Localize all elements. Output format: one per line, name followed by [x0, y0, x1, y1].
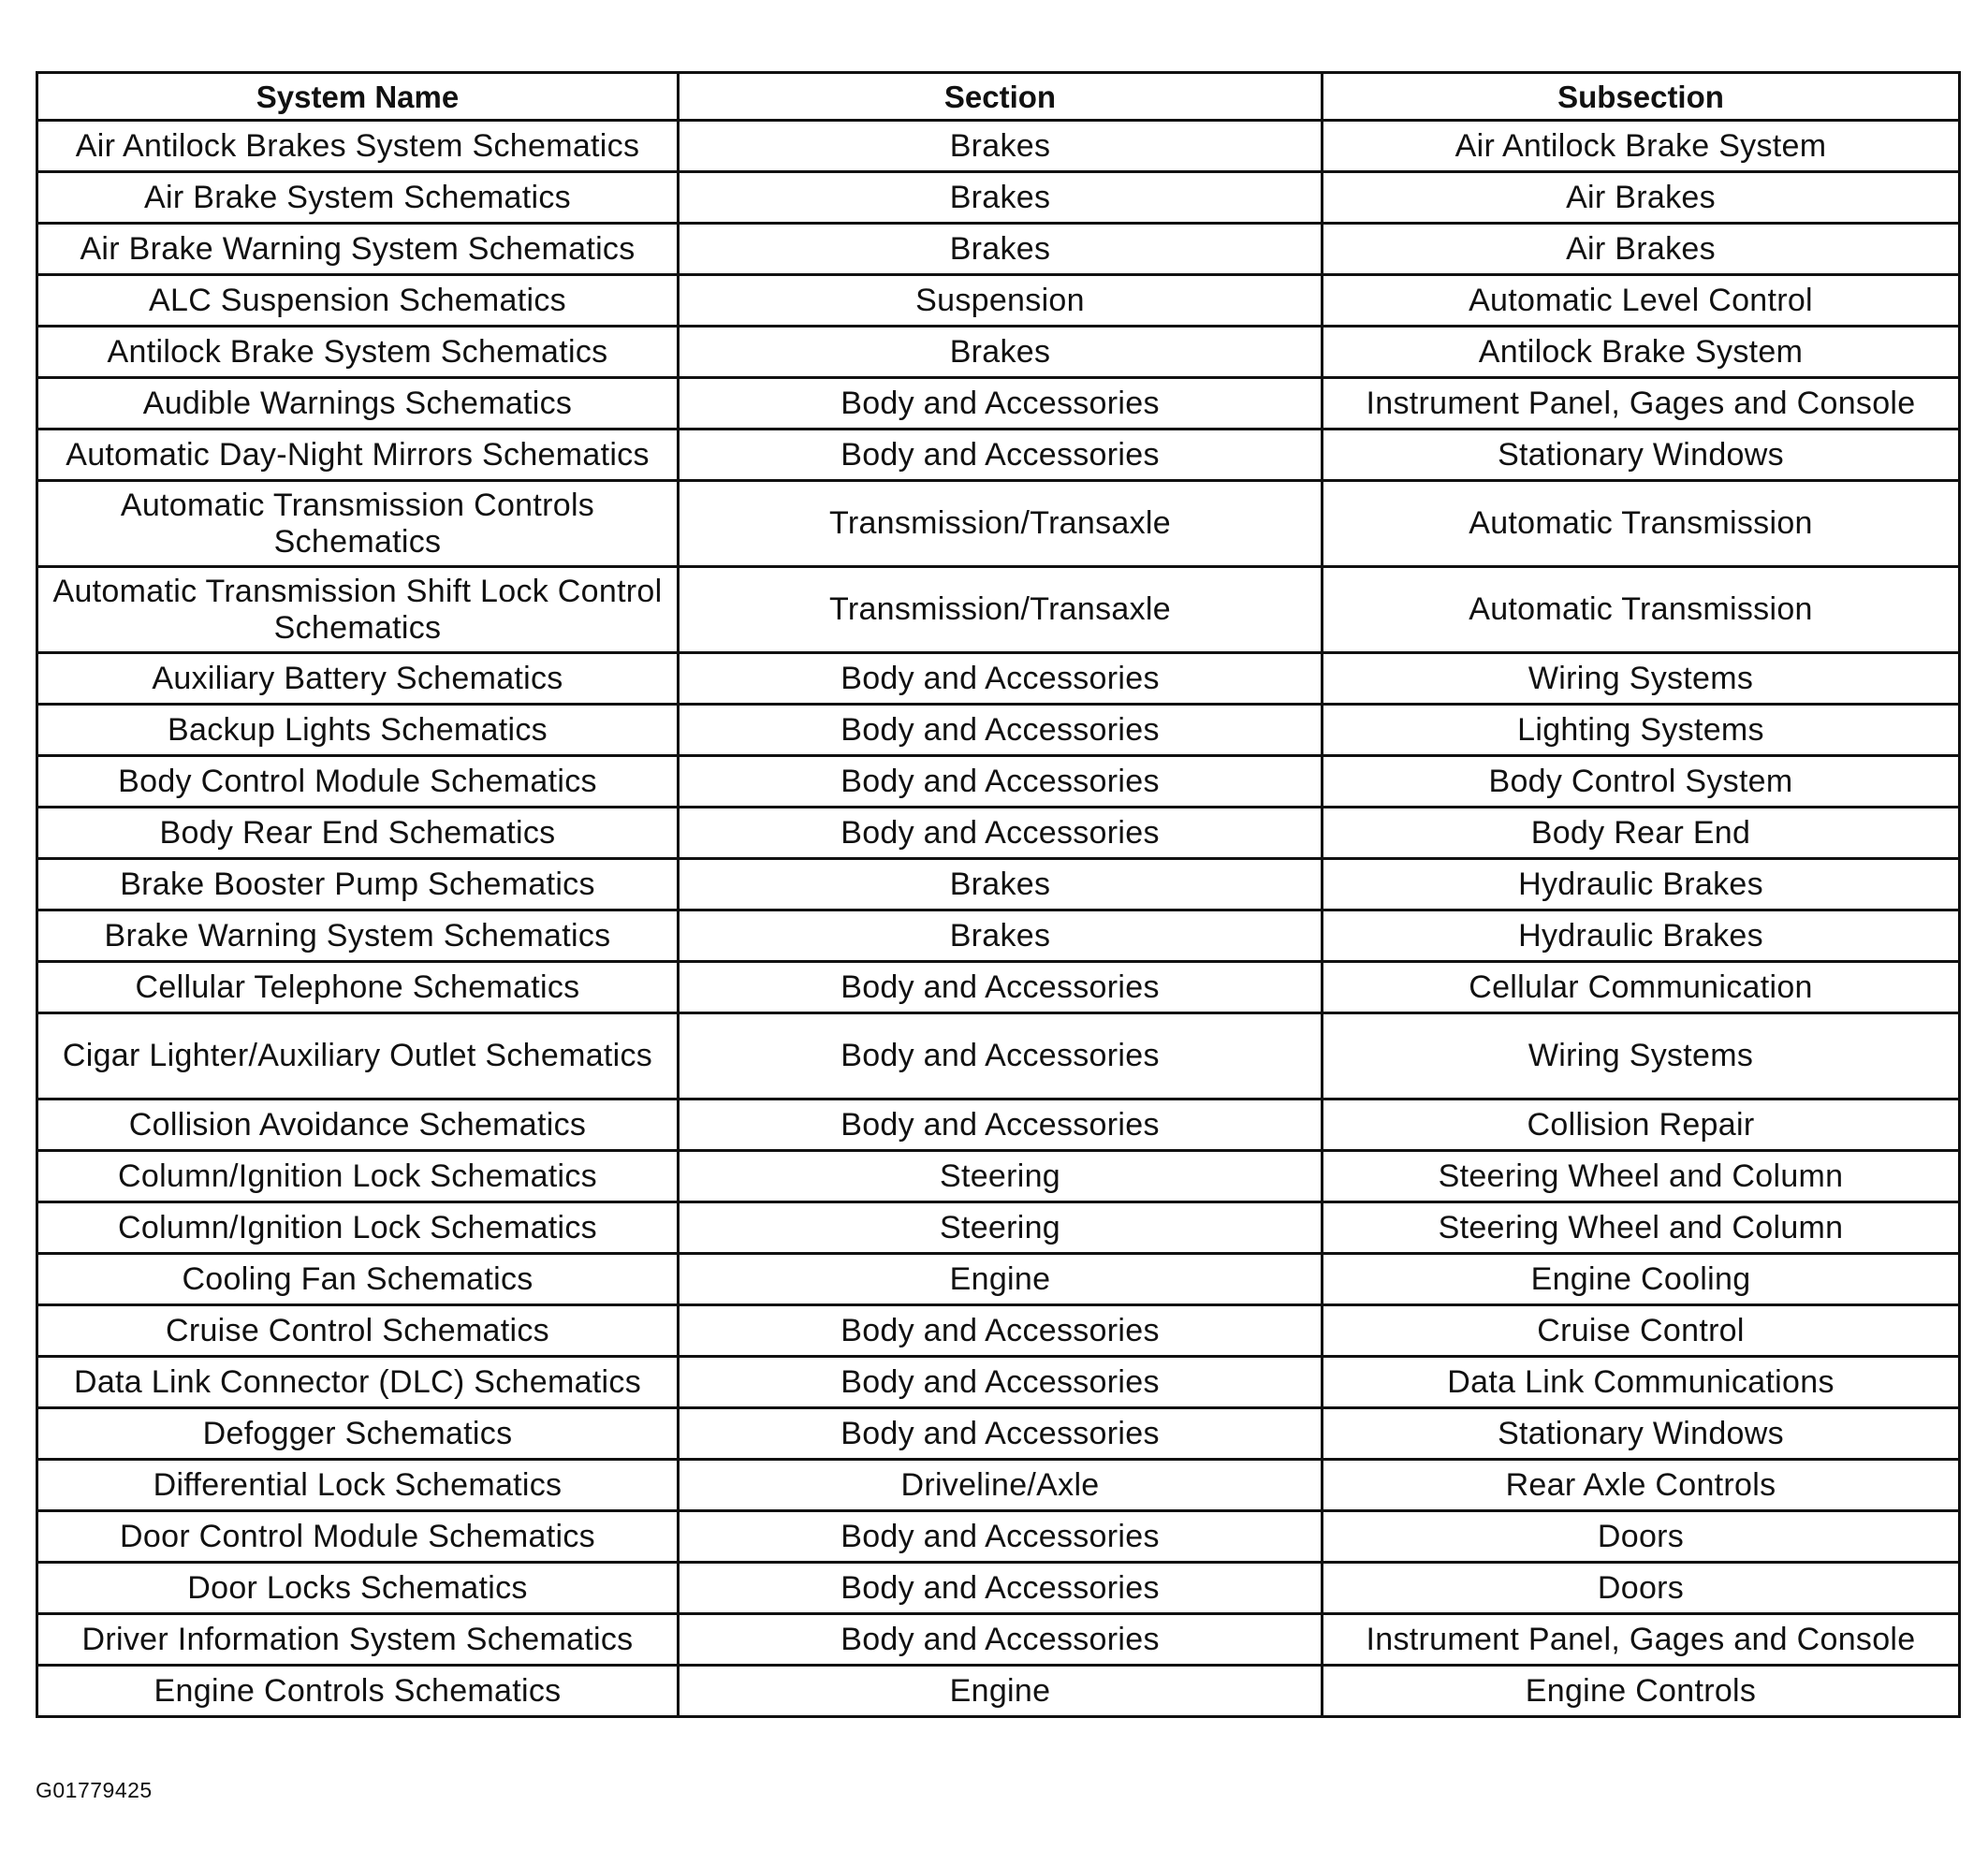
section-cell: Brakes — [679, 859, 1323, 910]
section-cell: Body and Accessories — [679, 1408, 1323, 1460]
section-cell: Brakes — [679, 327, 1323, 378]
system-name-cell: Data Link Connector (DLC) Schematics — [37, 1357, 679, 1408]
system-name-cell: Body Rear End Schematics — [37, 808, 679, 859]
subsection-cell: Data Link Communications — [1323, 1357, 1960, 1408]
subsection-cell: Stationary Windows — [1323, 430, 1960, 481]
table-row — [37, 567, 1960, 653]
system-name-cell: Differential Lock Schematics — [37, 1460, 679, 1511]
section-cell: Transmission/Transaxle — [679, 481, 1323, 567]
subsection-cell: Doors — [1323, 1511, 1960, 1563]
column-header-system-name: System Name — [37, 73, 679, 121]
subsection-cell: Automatic Level Control — [1323, 275, 1960, 327]
system-name-cell: Automatic Transmission Controls Schematics — [37, 481, 679, 567]
section-cell: Body and Accessories — [679, 808, 1323, 859]
subsection-cell: Hydraulic Brakes — [1323, 910, 1960, 962]
subsection-cell: Stationary Windows — [1323, 1408, 1960, 1460]
table-row — [37, 910, 1960, 962]
table-row — [37, 1614, 1960, 1666]
table-row — [37, 859, 1960, 910]
section-cell: Suspension — [679, 275, 1323, 327]
subsection-cell: Instrument Panel, Gages and Console — [1323, 378, 1960, 430]
table-row — [37, 121, 1960, 172]
system-name-cell: Antilock Brake System Schematics — [37, 327, 679, 378]
table-row — [37, 1666, 1960, 1717]
system-name-cell: Driver Information System Schematics — [37, 1614, 679, 1666]
subsection-cell: Wiring Systems — [1323, 1013, 1960, 1099]
system-name-cell: Brake Booster Pump Schematics — [37, 859, 679, 910]
table-row — [37, 1305, 1960, 1357]
section-cell: Body and Accessories — [679, 705, 1323, 756]
system-name-cell: Automatic Day-Night Mirrors Schematics — [37, 430, 679, 481]
system-name-cell: Cigar Lighter/Auxiliary Outlet Schematics — [37, 1013, 679, 1099]
subsection-cell: Engine Cooling — [1323, 1254, 1960, 1305]
subsection-cell: Cellular Communication — [1323, 962, 1960, 1013]
table-row — [37, 224, 1960, 275]
column-header-section: Section — [679, 73, 1323, 121]
section-cell: Body and Accessories — [679, 1099, 1323, 1151]
system-name-cell: Air Brake System Schematics — [37, 172, 679, 224]
section-cell: Steering — [679, 1202, 1323, 1254]
subsection-cell: Hydraulic Brakes — [1323, 859, 1960, 910]
section-cell: Brakes — [679, 224, 1323, 275]
figure-code: G01779425 — [36, 1778, 153, 1802]
table-row — [37, 1408, 1960, 1460]
system-name-cell: Engine Controls Schematics — [37, 1666, 679, 1717]
section-cell: Body and Accessories — [679, 962, 1323, 1013]
table-row — [37, 275, 1960, 327]
subsection-cell: Air Brakes — [1323, 224, 1960, 275]
system-name-cell: Column/Ignition Lock Schematics — [37, 1202, 679, 1254]
table-row — [37, 481, 1960, 567]
system-name-cell: Brake Warning System Schematics — [37, 910, 679, 962]
section-cell: Body and Accessories — [679, 1305, 1323, 1357]
system-name-cell: Cellular Telephone Schematics — [37, 962, 679, 1013]
system-name-cell: Backup Lights Schematics — [37, 705, 679, 756]
subsection-cell: Automatic Transmission — [1323, 567, 1960, 653]
system-name-cell: Door Control Module Schematics — [37, 1511, 679, 1563]
table-row — [37, 1563, 1960, 1614]
table-header-row — [37, 73, 1960, 121]
table-row — [37, 1013, 1960, 1099]
section-cell: Body and Accessories — [679, 1357, 1323, 1408]
table-row — [37, 1357, 1960, 1408]
subsection-cell: Rear Axle Controls — [1323, 1460, 1960, 1511]
schematics-table — [36, 71, 1961, 1718]
system-name-cell: Auxiliary Battery Schematics — [37, 653, 679, 705]
table-row — [37, 756, 1960, 808]
table-row — [37, 430, 1960, 481]
subsection-cell: Wiring Systems — [1323, 653, 1960, 705]
subsection-cell: Cruise Control — [1323, 1305, 1960, 1357]
schematics-table-container — [36, 71, 1958, 1718]
subsection-cell: Body Control System — [1323, 756, 1960, 808]
section-cell: Body and Accessories — [679, 378, 1323, 430]
subsection-cell: Instrument Panel, Gages and Console — [1323, 1614, 1960, 1666]
section-cell: Driveline/Axle — [679, 1460, 1323, 1511]
section-cell: Brakes — [679, 172, 1323, 224]
system-name-cell: ALC Suspension Schematics — [37, 275, 679, 327]
section-cell: Body and Accessories — [679, 1614, 1323, 1666]
subsection-cell: Lighting Systems — [1323, 705, 1960, 756]
system-name-cell: Column/Ignition Lock Schematics — [37, 1151, 679, 1202]
subsection-cell: Antilock Brake System — [1323, 327, 1960, 378]
table-row — [37, 327, 1960, 378]
section-cell: Body and Accessories — [679, 653, 1323, 705]
subsection-cell: Collision Repair — [1323, 1099, 1960, 1151]
subsection-cell: Steering Wheel and Column — [1323, 1151, 1960, 1202]
section-cell: Brakes — [679, 121, 1323, 172]
section-cell: Body and Accessories — [679, 756, 1323, 808]
table-row — [37, 1460, 1960, 1511]
system-name-cell: Automatic Transmission Shift Lock Control Schematics — [37, 567, 679, 653]
system-name-cell: Collision Avoidance Schematics — [37, 1099, 679, 1151]
table-row — [37, 1511, 1960, 1563]
section-cell: Steering — [679, 1151, 1323, 1202]
table-body — [37, 121, 1960, 1717]
section-cell: Engine — [679, 1666, 1323, 1717]
system-name-cell: Body Control Module Schematics — [37, 756, 679, 808]
table-row — [37, 172, 1960, 224]
table-row — [37, 705, 1960, 756]
system-name-cell: Defogger Schematics — [37, 1408, 679, 1460]
system-name-cell: Door Locks Schematics — [37, 1563, 679, 1614]
table-row — [37, 1099, 1960, 1151]
section-cell: Body and Accessories — [679, 1013, 1323, 1099]
section-cell: Body and Accessories — [679, 430, 1323, 481]
table-row — [37, 808, 1960, 859]
system-name-cell: Air Brake Warning System Schematics — [37, 224, 679, 275]
table-row — [37, 1151, 1960, 1202]
section-cell: Body and Accessories — [679, 1563, 1323, 1614]
table-row — [37, 653, 1960, 705]
subsection-cell: Automatic Transmission — [1323, 481, 1960, 567]
subsection-cell: Air Antilock Brake System — [1323, 121, 1960, 172]
column-header-subsection: Subsection — [1323, 73, 1960, 121]
subsection-cell: Body Rear End — [1323, 808, 1960, 859]
section-cell: Brakes — [679, 910, 1323, 962]
subsection-cell: Engine Controls — [1323, 1666, 1960, 1717]
section-cell: Engine — [679, 1254, 1323, 1305]
system-name-cell: Air Antilock Brakes System Schematics — [37, 121, 679, 172]
table-row — [37, 378, 1960, 430]
system-name-cell: Cooling Fan Schematics — [37, 1254, 679, 1305]
system-name-cell: Audible Warnings Schematics — [37, 378, 679, 430]
section-cell: Body and Accessories — [679, 1511, 1323, 1563]
table-row — [37, 1202, 1960, 1254]
system-name-cell: Cruise Control Schematics — [37, 1305, 679, 1357]
subsection-cell: Doors — [1323, 1563, 1960, 1614]
subsection-cell: Steering Wheel and Column — [1323, 1202, 1960, 1254]
section-cell: Transmission/Transaxle — [679, 567, 1323, 653]
table-row — [37, 1254, 1960, 1305]
table-row — [37, 962, 1960, 1013]
subsection-cell: Air Brakes — [1323, 172, 1960, 224]
